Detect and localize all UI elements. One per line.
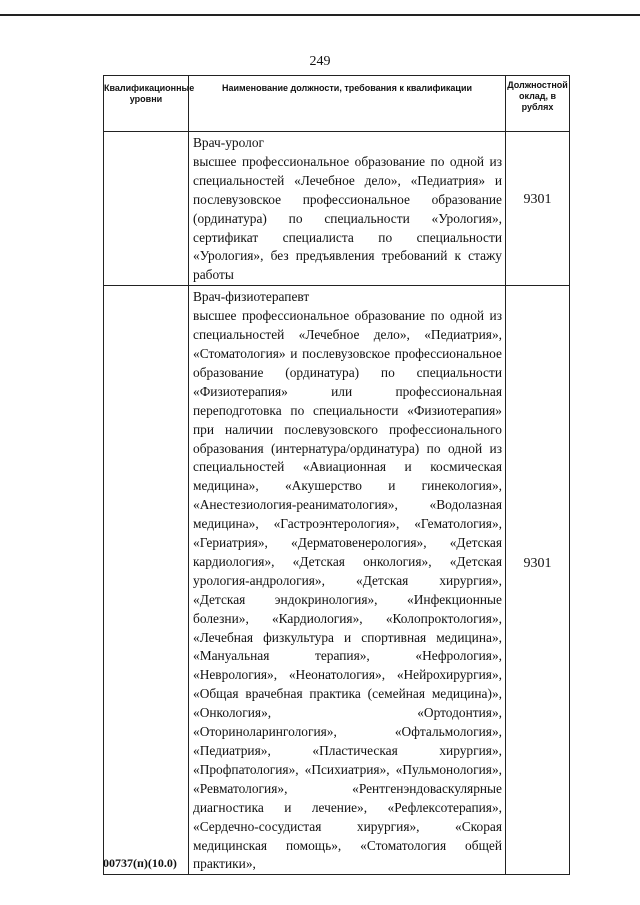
position-title: Врач-уролог [193, 135, 265, 150]
position-title: Врач-физиотерапевт [193, 289, 310, 305]
qualification-table [103, 75, 570, 875]
header-position-requirements: Наименование должности, требования к квалификации [189, 76, 506, 132]
level-cell [104, 132, 189, 286]
table-row [104, 286, 570, 875]
salary-cell: 9301 [506, 286, 570, 875]
table-row [104, 132, 570, 286]
salary-cell: 9301 [506, 132, 570, 286]
position-cell [189, 132, 506, 286]
top-rule [0, 14, 640, 16]
header-salary: Должностной оклад, в рублях [506, 76, 570, 132]
page-number: 249 [309, 54, 331, 69]
position-requirements: высшее профессиональное образование по одной из специальностей «Лечебное дело», «Педиатрия» и послевузовское профессиональное образование (ординатура) по специальности «Урология», сертификат специалиста по специальности «Урология», без предъявления требований к стажу работы [193, 153, 502, 283]
header-levels: Квалификационные уровни [104, 76, 189, 132]
table-header-row [104, 76, 570, 132]
position-requirements: высшее профессиональное образование по одной из специальностей «Лечебное дело», «Педиатрия», «Стоматология» и послевузовское профессиональное образование (ординатура) по специальности «Физиотерапия» или профессиональная переподготовка по специальности «Физиотерапия» при наличии послевузовского профессионального образования (интернатура/ординатура) по одной из специальностей «Авиационная и космическая медицина», «Акушерство и гинекология», «Анестезиология-реаниматология», «Водолазная медицина», «Гастроэнтерология», «Гематология», «Гериатрия», «Дерматовенерология», «Детская кардиология», «Детская онкология», «Детская урология-андрология», «Детская хирургия», «Детская эндокринология», «Инфекционные болезни», «Кардиология», «Колопроктология», «Лечебная физкультура и спортивная медицина», «Мануальная терапия», «Нефрология», «Неврология», «Неонатология», «Нейрохирургия», «Общая врачебная практика (семейная медицина)», «Онкология», «Ортодонтия», «Оториноларингология», «Офтальмология», «Педиатрия», «Пластическая хирургия», «Профпатология», «Психиатрия», «Пульмонология», «Ревматология», «Рентгенэндоваскулярные диагностика и лечение», «Рефлексотерапия», «Сердечно-сосудистая хирургия», «Скорая медицинская помощь», «Стоматология общей практики», [193, 308, 502, 872]
document-code: 00737(п)(10.0) [103, 856, 177, 870]
level-cell [104, 286, 189, 875]
position-cell [189, 286, 506, 875]
